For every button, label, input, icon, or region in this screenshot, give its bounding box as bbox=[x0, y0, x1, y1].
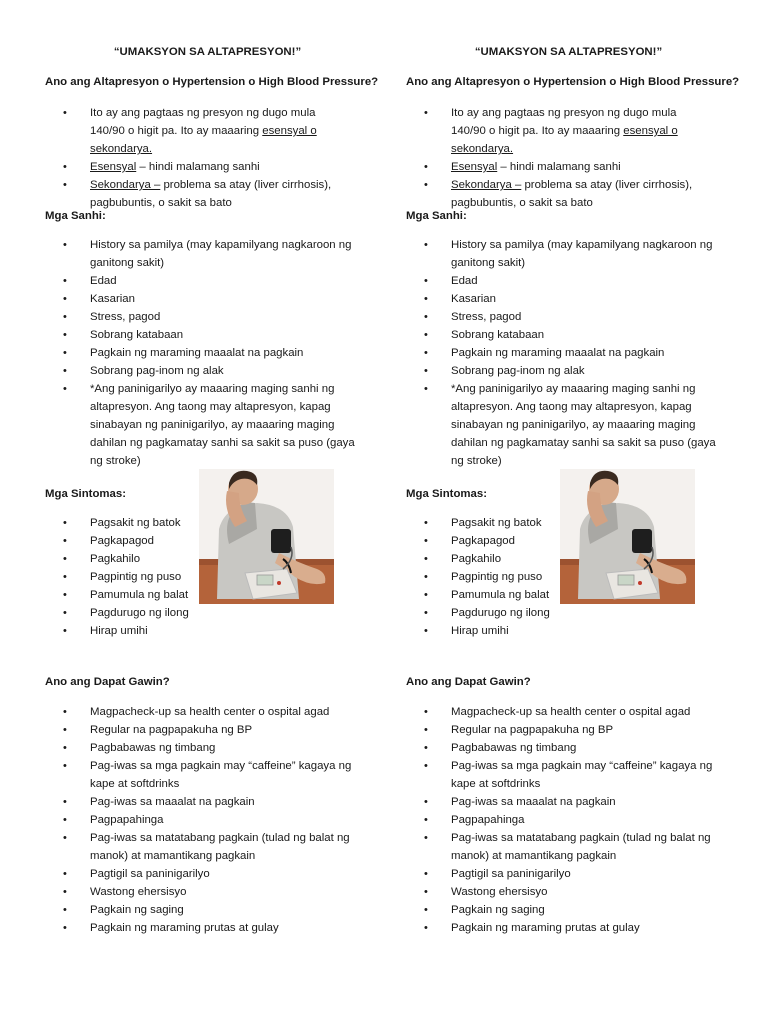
list-item: • Pagbabawas ng timbang bbox=[45, 739, 355, 757]
list-item: • Sekondarya – problema sa atay (liver cirrhosis), pagbubuntis, o sakit sa bato bbox=[406, 176, 718, 212]
list-item: • Pagkain ng maraming prutas at gulay bbox=[406, 919, 716, 937]
list-item: • Regular na pagpapakuha ng BP bbox=[406, 721, 716, 739]
flyer-column bbox=[361, 0, 740, 1024]
list-item: • Pag-iwas sa mga pagkain may “caffeine” kagaya ng kape at softdrinks bbox=[45, 757, 355, 793]
list-item: • Pagsakit ng batok bbox=[45, 514, 215, 532]
flyer-title: “UMAKSYON SA ALTAPRESYON!” bbox=[113, 46, 302, 58]
list-item: • Pagdurugo ng ilong bbox=[406, 604, 576, 622]
list-item: • Pag-iwas sa matatabang pagkain (tulad ng balat ng manok) at mamantikang pagkain bbox=[406, 829, 716, 865]
list-item: • Pag-iwas sa mga pagkain may “caffeine” kagaya ng kape at softdrinks bbox=[406, 757, 716, 793]
section-heading-what: Ano ang Altapresyon o Hypertension o High Blood Pressure? bbox=[406, 76, 740, 88]
list-item: • *Ang paninigarilyo ay maaaring maging sanhi ng altapresyon. Ang taong may altapresyon, kapag sinabayan ng paninigarilyo, ay maaaring maging dahilan ng pagkamatay sanhi sa sakit sa puso (gaya ng stroke) bbox=[406, 380, 716, 470]
list-item: • Stress, pagod bbox=[406, 308, 716, 326]
list-item: • Magpacheck-up sa health center o ospital agad bbox=[45, 703, 355, 721]
list-item: • Ito ay ang pagtaas ng presyon ng dugo mula 140/90 o higit pa. Ito ay maaaring esensyal o sekondarya. bbox=[406, 104, 718, 158]
list-item: • Pagtigil sa paninigarilyo bbox=[45, 865, 355, 883]
list-item: • Pagkahilo bbox=[406, 550, 576, 568]
list-item: • Magpacheck-up sa health center o ospital agad bbox=[406, 703, 716, 721]
what-list bbox=[406, 104, 718, 212]
esensyal-sekondarya-link: esensyal o sekondarya. bbox=[90, 125, 317, 155]
list-item: • Stress, pagod bbox=[45, 308, 355, 326]
list-item: • Pagkain ng saging bbox=[45, 901, 355, 919]
section-heading-causes: Mga Sanhi: bbox=[406, 210, 467, 222]
list-item: • Pagkapagod bbox=[406, 532, 576, 550]
esensyal-sekondarya-link: esensyal o sekondarya. bbox=[451, 125, 678, 155]
section-heading-todo: Ano ang Dapat Gawin? bbox=[45, 676, 170, 688]
what-list bbox=[45, 104, 357, 212]
flyer-title: “UMAKSYON SA ALTAPRESYON!” bbox=[474, 46, 663, 58]
section-heading-what: Ano ang Altapresyon o Hypertension o High Blood Pressure? bbox=[45, 76, 379, 88]
man-with-blood-pressure-monitor-photo bbox=[560, 469, 695, 604]
list-item: • Sekondarya – problema sa atay (liver cirrhosis), pagbubuntis, o sakit sa bato bbox=[45, 176, 357, 212]
list-item: • Wastong ehersisyo bbox=[406, 883, 716, 901]
list-item: • Pagpapahinga bbox=[45, 811, 355, 829]
list-item: • Pagsakit ng batok bbox=[406, 514, 576, 532]
list-item: • Ito ay ang pagtaas ng presyon ng dugo mula 140/90 o higit pa. Ito ay maaaring esensyal o sekondarya. bbox=[45, 104, 357, 158]
man-with-blood-pressure-monitor-photo bbox=[199, 469, 334, 604]
list-item: • Pag-iwas sa maaalat na pagkain bbox=[45, 793, 355, 811]
list-item: • Regular na pagpapakuha ng BP bbox=[45, 721, 355, 739]
list-item: • Pagkain ng maraming maaalat na pagkain bbox=[45, 344, 355, 362]
list-item: • Pagkahilo bbox=[45, 550, 215, 568]
list-item: • Kasarian bbox=[45, 290, 355, 308]
causes-list bbox=[45, 236, 355, 470]
list-item: • Edad bbox=[45, 272, 355, 290]
list-item: • Sobrang pag-inom ng alak bbox=[406, 362, 716, 380]
list-item: • *Ang paninigarilyo ay maaaring maging sanhi ng altapresyon. Ang taong may altapresyon, kapag sinabayan ng paninigarilyo, ay maaaring maging dahilan ng pagkamatay sanhi sa sakit sa puso (gaya ng stroke) bbox=[45, 380, 355, 470]
list-item: • History sa pamilya (may kapamilyang nagkaroon ng ganitong sakit) bbox=[406, 236, 716, 272]
section-heading-symptoms: Mga Sintomas: bbox=[45, 488, 127, 500]
section-heading-symptoms: Mga Sintomas: bbox=[406, 488, 488, 500]
section-heading-causes: Mga Sanhi: bbox=[45, 210, 106, 222]
list-item: • Pagtigil sa paninigarilyo bbox=[406, 865, 716, 883]
list-item: • Esensyal – hindi malamang sanhi bbox=[45, 158, 357, 176]
list-item: • Sobrang pag-inom ng alak bbox=[45, 362, 355, 380]
list-item: • Esensyal – hindi malamang sanhi bbox=[406, 158, 718, 176]
symptoms-list bbox=[406, 514, 576, 640]
symptoms-list bbox=[45, 514, 215, 640]
list-item: • Wastong ehersisyo bbox=[45, 883, 355, 901]
list-item: • Pagpintig ng puso bbox=[45, 568, 215, 586]
todo-list bbox=[406, 703, 716, 937]
list-item: • Pagbabawas ng timbang bbox=[406, 739, 716, 757]
list-item: • Pagkain ng maraming maaalat na pagkain bbox=[406, 344, 716, 362]
section-heading-todo: Ano ang Dapat Gawin? bbox=[406, 676, 531, 688]
list-item: • Pagpintig ng puso bbox=[406, 568, 576, 586]
flyer-column bbox=[0, 0, 379, 1024]
list-item: • Pamumula ng balat bbox=[406, 586, 576, 604]
list-item: • Pagkain ng maraming prutas at gulay bbox=[45, 919, 355, 937]
list-item: • Kasarian bbox=[406, 290, 716, 308]
list-item: • Hirap umihi bbox=[45, 622, 215, 640]
list-item: • Pag-iwas sa maaalat na pagkain bbox=[406, 793, 716, 811]
list-item: • Pagkain ng saging bbox=[406, 901, 716, 919]
list-item: • Sobrang katabaan bbox=[406, 326, 716, 344]
list-item: • Pagpapahinga bbox=[406, 811, 716, 829]
list-item: • History sa pamilya (may kapamilyang nagkaroon ng ganitong sakit) bbox=[45, 236, 355, 272]
causes-list bbox=[406, 236, 716, 470]
list-item: • Pagkapagod bbox=[45, 532, 215, 550]
todo-list bbox=[45, 703, 355, 937]
list-item: • Sobrang katabaan bbox=[45, 326, 355, 344]
list-item: • Pag-iwas sa matatabang pagkain (tulad ng balat ng manok) at mamantikang pagkain bbox=[45, 829, 355, 865]
list-item: • Hirap umihi bbox=[406, 622, 576, 640]
list-item: • Pagdurugo ng ilong bbox=[45, 604, 215, 622]
list-item: • Pamumula ng balat bbox=[45, 586, 215, 604]
list-item: • Edad bbox=[406, 272, 716, 290]
